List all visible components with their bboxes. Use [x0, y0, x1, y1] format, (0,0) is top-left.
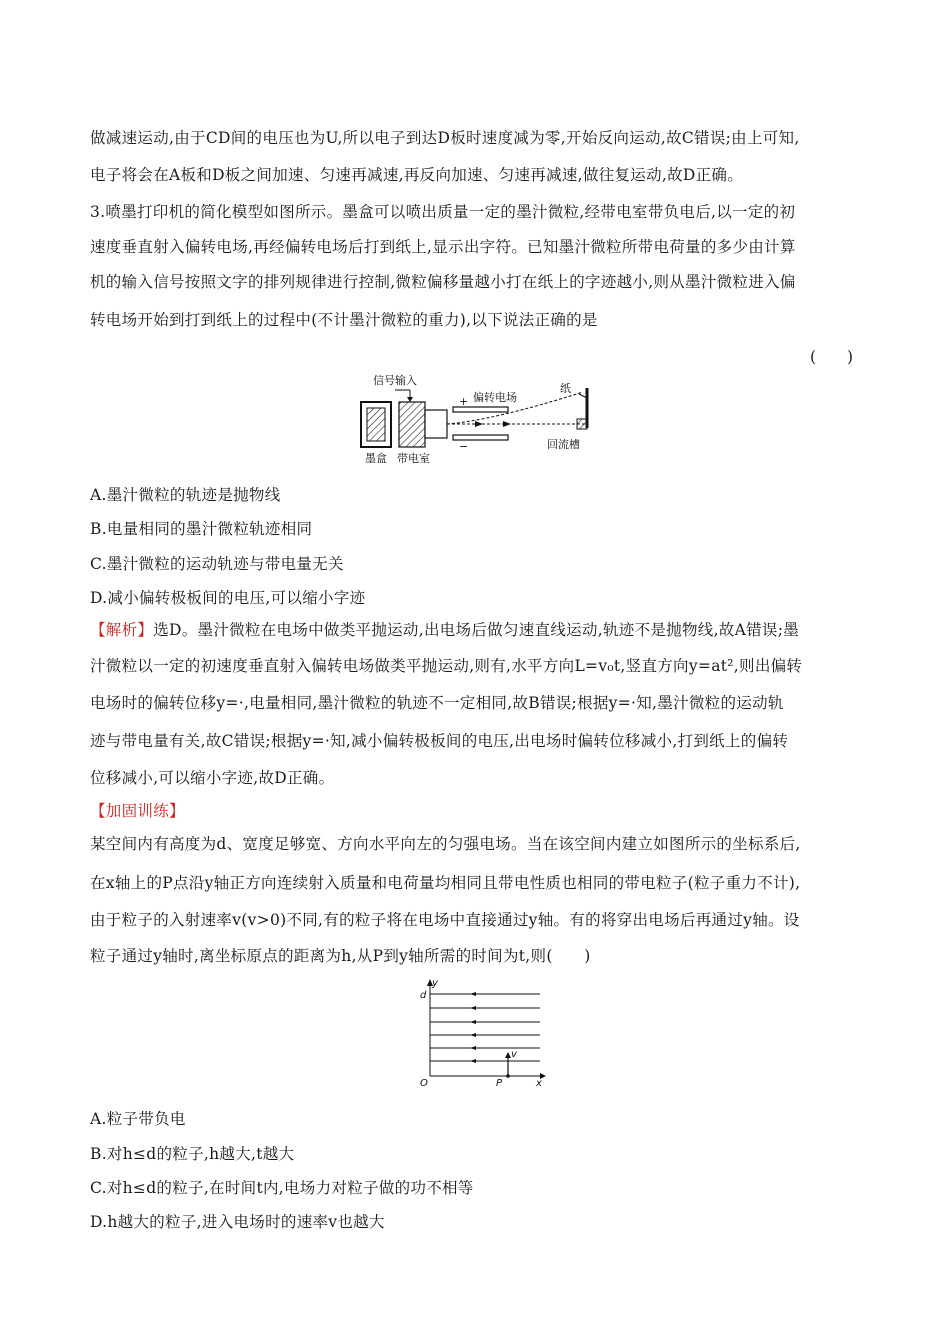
- charging-room-shape: [399, 402, 425, 447]
- question-line: 3.喷墨打印机的简化模型如图所示。墨盒可以喷出质量一定的墨汁微粒,经带电室带负电后,以一定的初: [90, 203, 796, 221]
- analysis-tag: 【解析】: [90, 621, 154, 639]
- option-d: D.减小偏转极板间的电压,可以缩小字迹: [90, 589, 366, 607]
- label-p: P: [496, 1078, 503, 1088]
- label-x: x: [536, 1078, 542, 1088]
- label-d: d: [420, 990, 427, 1001]
- option-c: C.墨汁微粒的运动轨迹与带电量无关: [90, 555, 344, 573]
- label-origin: O: [420, 1078, 428, 1088]
- option-a: A.粒子带负电: [90, 1110, 186, 1128]
- point-p: [506, 1074, 510, 1078]
- analysis-line: 【解析】选D。墨汁微粒在电场中做类平抛运动,出电场后做匀速直线运动,轨迹不是抛物线,故A错误;墨: [90, 621, 800, 639]
- return-trough-shape: [577, 419, 587, 429]
- analysis-line: 汁微粒以一定的初速度垂直射入偏转电场做类平抛运动,则有,水平方向L=v₀t,竖直方向y=at²,则出偏转: [90, 657, 803, 675]
- label-minus: −: [459, 440, 469, 453]
- label-deflection-field: 偏转电场: [473, 391, 517, 404]
- question-line: 速度垂直射入偏转电场,再经偏转电场后打到纸上,显示出字符。已知墨汁微粒所带电荷量的多少由计算: [90, 238, 796, 256]
- practice-line: 某空间内有高度为d、宽度足够宽、方向水平向左的匀强电场。当在该空间内建立如图所示的坐标系后,: [90, 835, 801, 853]
- label-y: y: [432, 978, 438, 989]
- label-ink-box: 墨盒: [365, 452, 387, 465]
- option-a: A.墨汁微粒的轨迹是抛物线: [90, 486, 281, 504]
- option-b: B.对h≤d的粒子,h越大,t越大: [90, 1145, 295, 1163]
- option-c: C.对h≤d的粒子,在时间t内,电场力对粒子做的功不相等: [90, 1179, 474, 1197]
- analysis-line: 迹与带电量有关,故C错误;根据y=·知,减小偏转极板间的电压,出电场时偏转位移减小,打到纸上的偏转: [90, 732, 789, 750]
- option-d: D.h越大的粒子,进入电场时的速率v也越大: [90, 1213, 385, 1231]
- label-paper: 纸: [560, 382, 571, 395]
- practice-tag: 【加固训练】: [90, 802, 185, 820]
- practice-line: 由于粒子的入射速率v(v>0)不同,有的粒子将在电场中直接通过y轴。有的将穿出电场后再通过y轴。设: [90, 911, 800, 929]
- question-line: 转电场开始到打到纸上的过程中(不计墨汁微粒的重力),以下说法正确的是: [90, 311, 598, 329]
- label-plus: +: [459, 395, 469, 408]
- field-coordinate-figure: [412, 976, 552, 1088]
- label-signal-input: 信号输入: [373, 374, 417, 387]
- answer-paren: ( ): [810, 348, 854, 366]
- label-v: v: [511, 1049, 517, 1060]
- analysis-line: 位移减小,可以缩小字迹,故D正确。: [90, 769, 335, 787]
- practice-line: 粒子通过y轴时,离坐标原点的距离为h,从P到y轴所需的时间为t,则( ): [90, 947, 591, 965]
- text-line: 电子将会在A板和D板之间加速、匀速再减速,再反向加速、匀速再减速,做往复运动,故D正确。: [90, 166, 744, 184]
- inkjet-printer-figure: [355, 370, 615, 470]
- label-return-trough: 回流槽: [547, 438, 580, 451]
- question-line: 机的输入信号按照文字的排列规律进行控制,微粒偏移量越小打在纸上的字迹越小,则从墨汁微粒进入偏: [90, 273, 796, 291]
- text-line: 做减速运动,由于CD间的电压也为U,所以电子到达D板时速度减为零,开始反向运动,故C错误;由上可知,: [90, 129, 800, 147]
- option-b: B.电量相同的墨汁微粒轨迹相同: [90, 520, 313, 538]
- label-charging-room: 带电室: [397, 452, 430, 465]
- field-lines: [430, 994, 540, 1061]
- practice-line: 在x轴上的P点沿y轴正方向连续射入质量和电荷量均相同且带电性质也相同的带电粒子(粒子重力不计),: [90, 874, 801, 892]
- analysis-line: 电场时的偏转位移y=·,电量相同,墨汁微粒的轨迹不一定相同,故B错误;根据y=·知,墨汁微粒的运动轨: [90, 694, 784, 712]
